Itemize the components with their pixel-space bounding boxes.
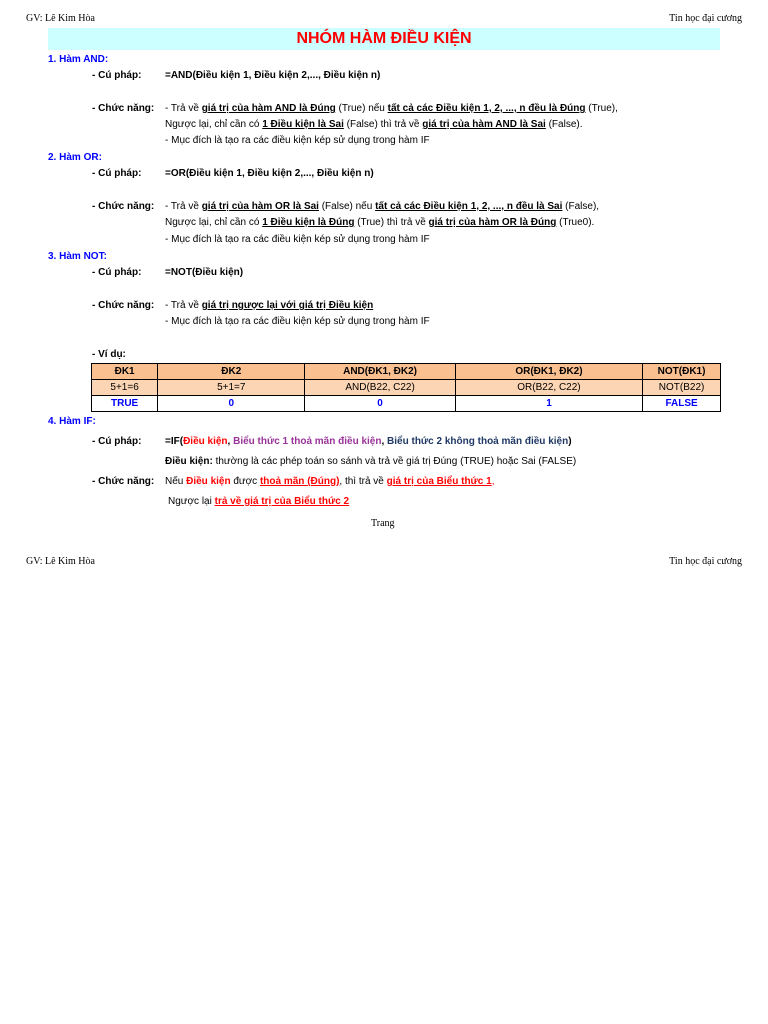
table-cell[interactable]: 0 xyxy=(305,396,456,412)
if-syntax-label: - Cú pháp: xyxy=(92,436,142,447)
not-syntax: =NOT(Điều kiện) xyxy=(165,267,244,278)
not-func-line1: - Trả về giá trị ngược lại với giá trị Điều kiện xyxy=(165,300,374,311)
header-teacher-page2: GV: Lê Kim Hòa xyxy=(26,556,95,567)
header-subject: Tin học đại cương xyxy=(669,13,742,24)
table-header: OR(ĐK1, ĐK2) xyxy=(455,364,642,380)
and-heading: 1. Hàm AND: xyxy=(48,54,109,65)
or-syntax-label: - Cú pháp: xyxy=(92,168,142,179)
example-label: - Ví dụ: xyxy=(92,349,126,360)
header-subject-page2: Tin học đại cương xyxy=(669,556,742,567)
or-heading: 2. Hàm OR: xyxy=(48,152,102,163)
header-teacher: GV: Lê Kim Hòa xyxy=(26,13,95,24)
and-syntax: =AND(Điều kiện 1, Điều kiện 2,..., Điều kiện n) xyxy=(165,70,381,81)
not-heading: 3. Hàm NOT: xyxy=(48,251,107,262)
and-func-label: - Chức năng: xyxy=(92,103,155,114)
if-func-label: - Chức năng: xyxy=(92,476,155,487)
example-table xyxy=(91,363,721,412)
table-cell[interactable]: 5+1=6 xyxy=(92,380,158,396)
and-func-line3: - Mục đích là tạo ra các điều kiện kép sử dụng trong hàm IF xyxy=(165,135,430,146)
or-func-line2: Ngược lại, chỉ cần có 1 Điều kiện là Đúng (True) thì trả về giá trị của hàm OR là Đúng (True0). xyxy=(165,217,595,228)
and-func-line2: Ngược lại, chỉ cần có 1 Điều kiện là Sai (False) thì trả về giá trị của hàm AND là Sai (False). xyxy=(165,119,583,130)
page-title: NHÓM HÀM ĐIỀU KIỆN xyxy=(48,28,720,50)
table-cell[interactable]: 5+1=7 xyxy=(158,380,305,396)
table-header: ĐK1 xyxy=(92,364,158,380)
table-header: ĐK2 xyxy=(158,364,305,380)
table-row-header xyxy=(92,364,721,380)
not-func-line3: - Mục đích là tạo ra các điều kiện kép sử dụng trong hàm IF xyxy=(165,316,430,327)
table-cell[interactable]: OR(B22, C22) xyxy=(455,380,642,396)
if-syntax: =IF(Điều kiện, Biểu thức 1 thoả mãn điều kiện, Biểu thức 2 không thoả mãn điều kiện) xyxy=(165,436,572,447)
table-cell[interactable]: 1 xyxy=(455,396,642,412)
if-func-line1: Nếu Điều kiện được thoả mãn (Đúng), thì trả về giá trị của Biểu thức 1, xyxy=(165,476,495,487)
not-func-label: - Chức năng: xyxy=(92,300,155,311)
table-cell[interactable]: TRUE xyxy=(92,396,158,412)
or-func-line1: - Trả về giá trị của hàm OR là Sai (False) nếu tất cả các Điều kiện 1, 2, ..., n đều là Sai (False), xyxy=(165,201,600,212)
page-footer: Trang xyxy=(371,518,395,529)
if-condition-note: Điều kiện: thường là các phép toán so sánh và trả về giá trị Đúng (TRUE) hoặc Sai (FALSE) xyxy=(165,456,577,467)
and-syntax-label: - Cú pháp: xyxy=(92,70,142,81)
or-func-line3: - Mục đích là tạo ra các điều kiện kép sử dụng trong hàm IF xyxy=(165,234,430,245)
not-syntax-label: - Cú pháp: xyxy=(92,267,142,278)
if-heading: 4. Hàm IF: xyxy=(48,416,96,427)
table-cell[interactable]: NOT(B22) xyxy=(643,380,721,396)
table-cell[interactable]: 0 xyxy=(158,396,305,412)
table-row-results xyxy=(92,396,721,412)
table-cell[interactable]: FALSE xyxy=(643,396,721,412)
table-header: NOT(ĐK1) xyxy=(643,364,721,380)
if-func-line2: Ngược lại trả về giá trị của Biểu thức 2 xyxy=(168,496,350,507)
table-header: AND(ĐK1, ĐK2) xyxy=(305,364,456,380)
table-cell[interactable]: AND(B22, C22) xyxy=(305,380,456,396)
and-func-line1: - Trả về giá trị của hàm AND là Đúng (True) nếu tất cả các Điều kiện 1, 2, ..., n đều là Đúng (True), xyxy=(165,103,618,114)
or-syntax: =OR(Điều kiện 1, Điều kiện 2,..., Điều kiện n) xyxy=(165,168,374,179)
or-func-label: - Chức năng: xyxy=(92,201,155,212)
table-row-formulas xyxy=(92,380,721,396)
